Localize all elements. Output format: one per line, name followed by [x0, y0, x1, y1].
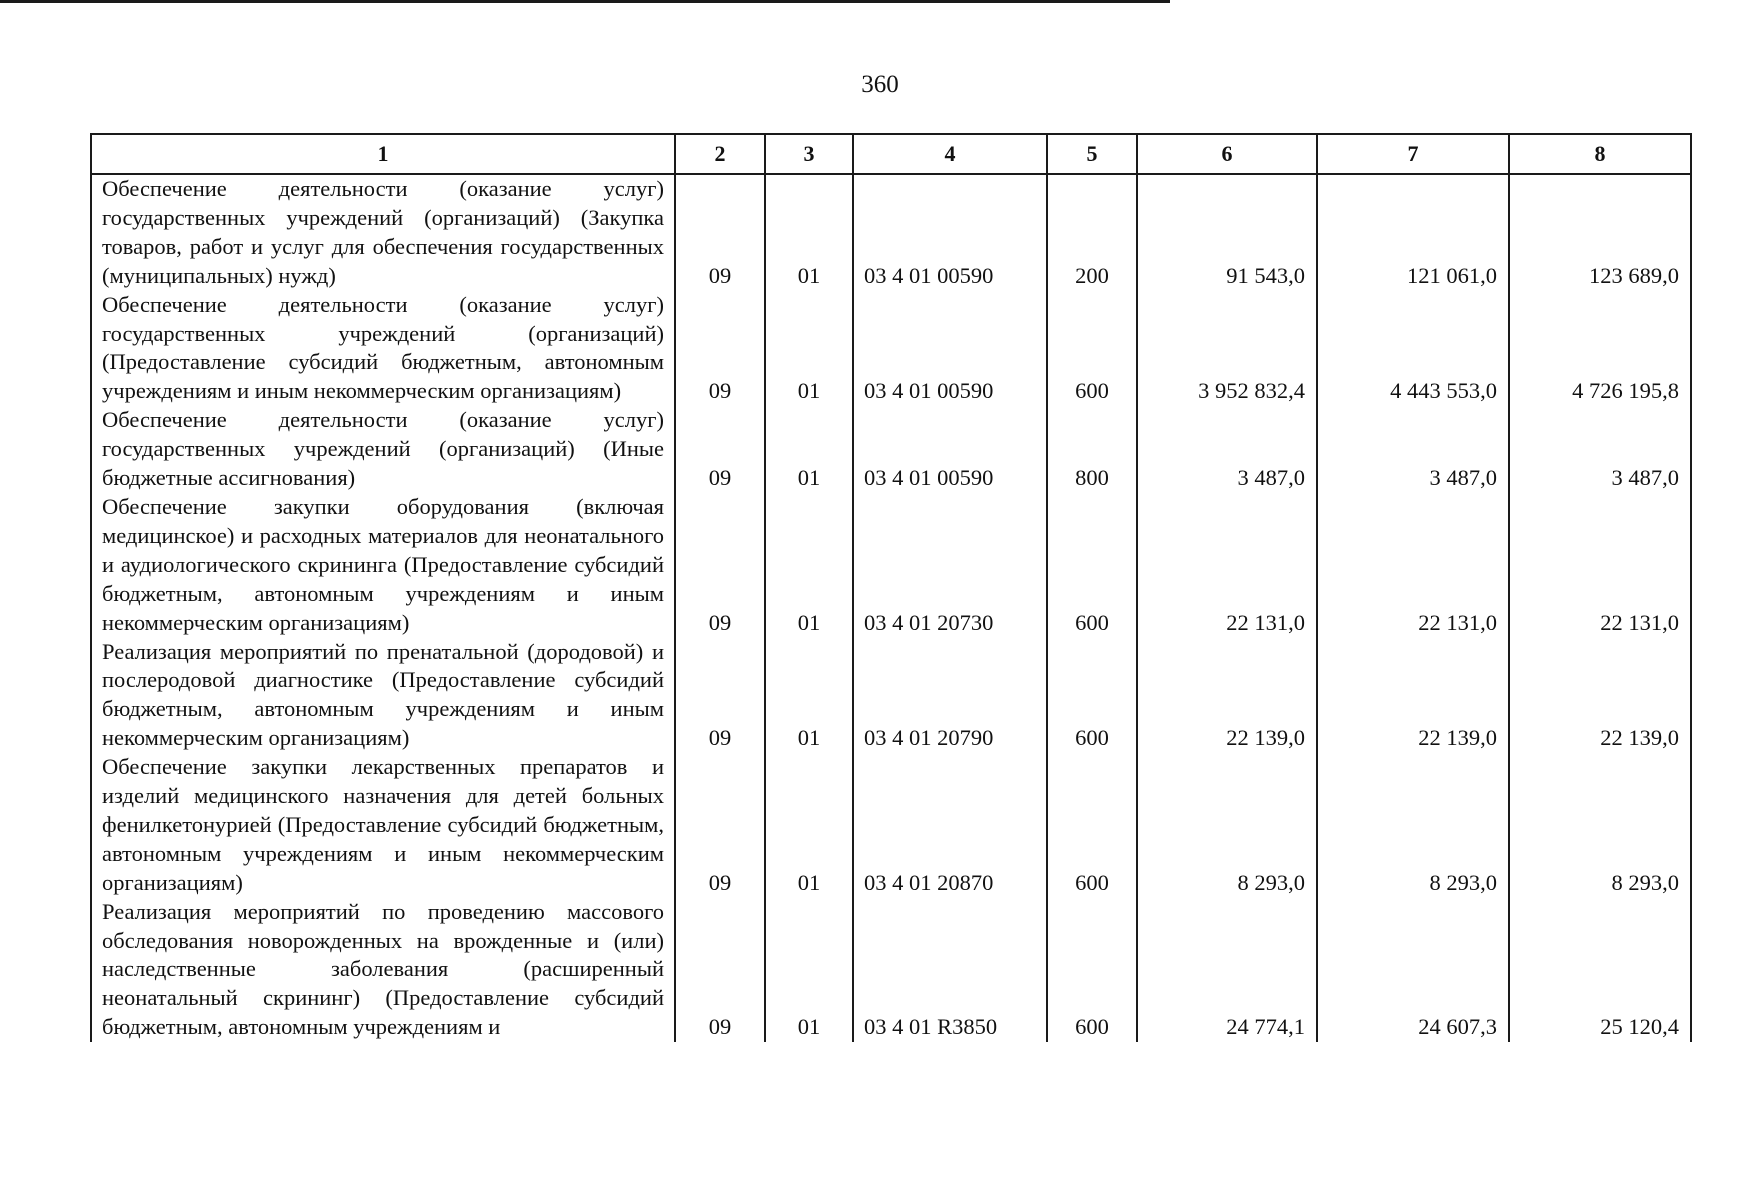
amount-column-8: 25 120,4 [1509, 898, 1691, 1043]
amount-column-7: 24 607,3 [1317, 898, 1509, 1043]
row-description: Реализация мероприятий по пренатальной (дородовой) и послеродовой диагностике (Предоставление субсидий бюджетным, автономным учреждениям и иным некоммерческим организациям) [91, 638, 675, 754]
expense-type-code: 600 [1047, 493, 1137, 638]
amount-column-6: 22 131,0 [1137, 493, 1317, 638]
expense-type-code: 800 [1047, 406, 1137, 493]
column-header-3: 3 [765, 134, 853, 174]
amount-column-8: 22 131,0 [1509, 493, 1691, 638]
amount-column-6: 22 139,0 [1137, 638, 1317, 754]
amount-column-7: 3 487,0 [1317, 406, 1509, 493]
table-body [91, 174, 1691, 1042]
target-article-code: 03 4 01 20870 [853, 753, 1047, 898]
subsection-code: 01 [765, 406, 853, 493]
row-description: Обеспечение деятельности (оказание услуг) государственных учреждений (организаций) (Предоставление субсидий бюджетным, автономным учреждениям и иным некоммерческим организациям) [91, 291, 675, 407]
target-article-code: 03 4 01 20730 [853, 493, 1047, 638]
row-description: Обеспечение закупки лекарственных препаратов и изделий медицинского назначения для детей больных фенилкетонурией (Предоставление субсидий бюджетным, автономным учреждениям и иным некоммерческим организациям) [91, 753, 675, 898]
table-row [91, 291, 1691, 407]
column-header-2: 2 [675, 134, 765, 174]
amount-column-6: 24 774,1 [1137, 898, 1317, 1043]
target-article-code: 03 4 01 00590 [853, 291, 1047, 407]
section-code: 09 [675, 406, 765, 493]
amount-column-6: 3 952 832,4 [1137, 291, 1317, 407]
target-article-code: 03 4 01 R3850 [853, 898, 1047, 1043]
subsection-code: 01 [765, 898, 853, 1043]
amount-column-7: 22 131,0 [1317, 493, 1509, 638]
row-description: Реализация мероприятий по проведению массового обследования новорожденных на врожденные и (или) наследственные заболевания (расширенный неонатальный скрининг) (Предоставление субсидий бюджетным, автономным учреждениям и [91, 898, 675, 1043]
table-row [91, 898, 1691, 1043]
subsection-code: 01 [765, 753, 853, 898]
amount-column-6: 91 543,0 [1137, 174, 1317, 291]
subsection-code: 01 [765, 174, 853, 291]
budget-table [90, 133, 1692, 1042]
expense-type-code: 600 [1047, 753, 1137, 898]
table-row [91, 493, 1691, 638]
amount-column-8: 123 689,0 [1509, 174, 1691, 291]
row-description: Обеспечение закупки оборудования (включая медицинское) и расходных материалов для неонатального и аудиологического скрининга (Предоставление субсидий бюджетным, автономным учреждениям и иным некоммерческим организациям) [91, 493, 675, 638]
row-description: Обеспечение деятельности (оказание услуг) государственных учреждений (организаций) (Закупка товаров, работ и услуг для обеспечения государственных (муниципальных) нужд) [91, 174, 675, 291]
top-border-line [0, 0, 1170, 3]
section-code: 09 [675, 898, 765, 1043]
expense-type-code: 200 [1047, 174, 1137, 291]
amount-column-8: 8 293,0 [1509, 753, 1691, 898]
section-code: 09 [675, 753, 765, 898]
subsection-code: 01 [765, 493, 853, 638]
table-row [91, 406, 1691, 493]
section-code: 09 [675, 493, 765, 638]
header-row [91, 134, 1691, 174]
table-row [91, 638, 1691, 754]
column-header-5: 5 [1047, 134, 1137, 174]
table-row [91, 753, 1691, 898]
target-article-code: 03 4 01 00590 [853, 406, 1047, 493]
column-header-1: 1 [91, 134, 675, 174]
amount-column-6: 3 487,0 [1137, 406, 1317, 493]
amount-column-8: 3 487,0 [1509, 406, 1691, 493]
amount-column-7: 22 139,0 [1317, 638, 1509, 754]
amount-column-7: 4 443 553,0 [1317, 291, 1509, 407]
table-row [91, 174, 1691, 291]
target-article-code: 03 4 01 00590 [853, 174, 1047, 291]
column-header-4: 4 [853, 134, 1047, 174]
expense-type-code: 600 [1047, 638, 1137, 754]
column-header-8: 8 [1509, 134, 1691, 174]
amount-column-7: 8 293,0 [1317, 753, 1509, 898]
target-article-code: 03 4 01 20790 [853, 638, 1047, 754]
column-header-6: 6 [1137, 134, 1317, 174]
section-code: 09 [675, 638, 765, 754]
subsection-code: 01 [765, 291, 853, 407]
subsection-code: 01 [765, 638, 853, 754]
expense-type-code: 600 [1047, 291, 1137, 407]
section-code: 09 [675, 291, 765, 407]
row-description: Обеспечение деятельности (оказание услуг) государственных учреждений (организаций) (Иные бюджетные ассигнования) [91, 406, 675, 493]
column-header-7: 7 [1317, 134, 1509, 174]
expense-type-code: 600 [1047, 898, 1137, 1043]
section-code: 09 [675, 174, 765, 291]
amount-column-7: 121 061,0 [1317, 174, 1509, 291]
page-number: 360 [861, 71, 899, 98]
amount-column-8: 4 726 195,8 [1509, 291, 1691, 407]
amount-column-8: 22 139,0 [1509, 638, 1691, 754]
table-header [91, 134, 1691, 174]
amount-column-6: 8 293,0 [1137, 753, 1317, 898]
